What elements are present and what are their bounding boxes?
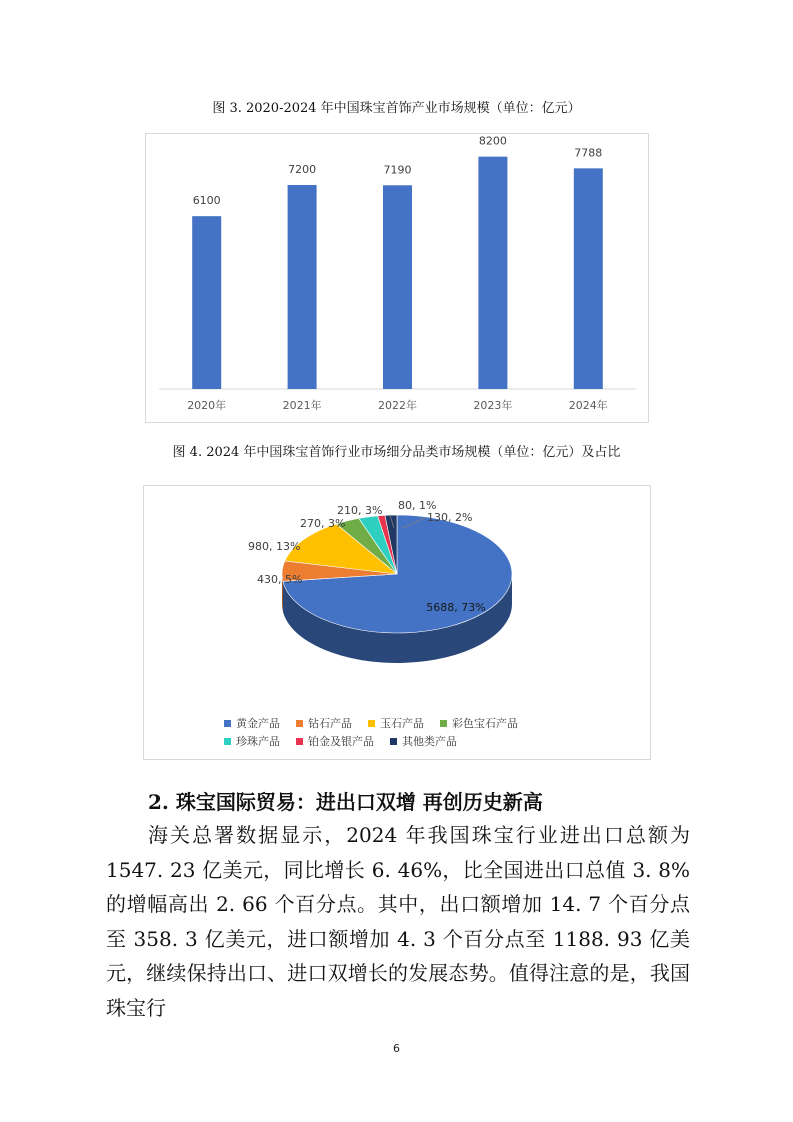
bar-data-label: 7200: [288, 163, 317, 176]
legend-row: [224, 714, 624, 732]
legend-label: 黄金产品: [236, 717, 280, 730]
bar-data-label: 7788: [574, 146, 603, 160]
bar-chart-frame: [145, 133, 649, 423]
pie-data-label: 80, 1%: [398, 499, 437, 512]
legend-label: 其他类产品: [402, 735, 457, 748]
bar-chart: [146, 134, 648, 422]
legend-swatch: [390, 738, 397, 745]
legend-label: 珍珠产品: [236, 735, 280, 748]
pie-data-label: 980, 13%: [248, 540, 301, 553]
x-tick-label: 2020年: [187, 399, 227, 412]
legend-row: [224, 732, 624, 750]
page-number: 6: [393, 1042, 400, 1055]
legend-label: 铂金及银产品: [308, 735, 374, 748]
legend-entry: [224, 733, 280, 749]
legend-swatch: [440, 720, 447, 727]
legend-swatch: [296, 738, 303, 745]
legend-entry: [224, 715, 280, 731]
section-title: 2. 珠宝国际贸易：进出口双增 再创历史新高: [148, 790, 543, 814]
pie-chart-frame: [143, 485, 651, 760]
figure4-caption: 图 4. 2024 年中国珠宝首饰行业市场细分品类市场规模（单位：亿元）及占比: [172, 445, 621, 460]
legend-swatch: [224, 720, 231, 727]
legend-entry: [390, 733, 457, 749]
bar: [383, 185, 412, 389]
pie-data-label: 270, 3%: [300, 517, 346, 530]
bar-data-label: 6100: [192, 194, 221, 208]
legend-label: 彩色宝石产品: [452, 717, 518, 730]
pie-chart: [144, 486, 650, 706]
bar-data-label: 7190: [383, 163, 412, 177]
x-tick-label: 2022年: [378, 399, 417, 412]
pie-legend: [224, 714, 624, 750]
legend-swatch: [296, 720, 303, 727]
bar: [288, 185, 317, 389]
x-tick-label: 2023年: [473, 399, 513, 412]
bar: [192, 216, 221, 389]
bar-data-label: 8200: [478, 134, 507, 148]
pie-data-label: 430, 5%: [257, 573, 303, 586]
legend-entry: [296, 715, 352, 731]
legend-label: 钻石产品: [308, 717, 352, 730]
pie-data-label: 5688, 73%: [426, 601, 486, 614]
bar: [478, 157, 507, 389]
bar: [574, 168, 603, 389]
pie-data-label: 130, 2%: [427, 511, 473, 524]
pie-data-label: 210, 3%: [337, 504, 383, 517]
legend-entry: [296, 733, 374, 749]
legend-swatch: [224, 738, 231, 745]
legend-label: 玉石产品: [380, 717, 424, 730]
x-tick-label: 2021年: [282, 399, 322, 412]
body-paragraph: 海关总署数据显示，2024 年我国珠宝行业进出口总额为 1547. 23 亿美元，同比增长 6. 46%，比全国进出口总值 3. 8%的增幅高出 2. 66 个百分点。其中，出口额增加 14. 7 个百分点至 358. 3 亿美元，进口额增加 4. 3 个百分点至 1188. 93 亿美元，继续保持出口、进口双增长的发展态势。值得注意的是，我国珠宝行: [106, 823, 690, 1020]
x-tick-label: 2024年: [568, 399, 608, 412]
legend-swatch: [368, 720, 375, 727]
figure3-caption: 图 3. 2020-2024 年中国珠宝首饰产业市场规模（单位：亿元）: [212, 101, 581, 116]
legend-entry: [368, 715, 424, 731]
legend-entry: [440, 715, 518, 731]
